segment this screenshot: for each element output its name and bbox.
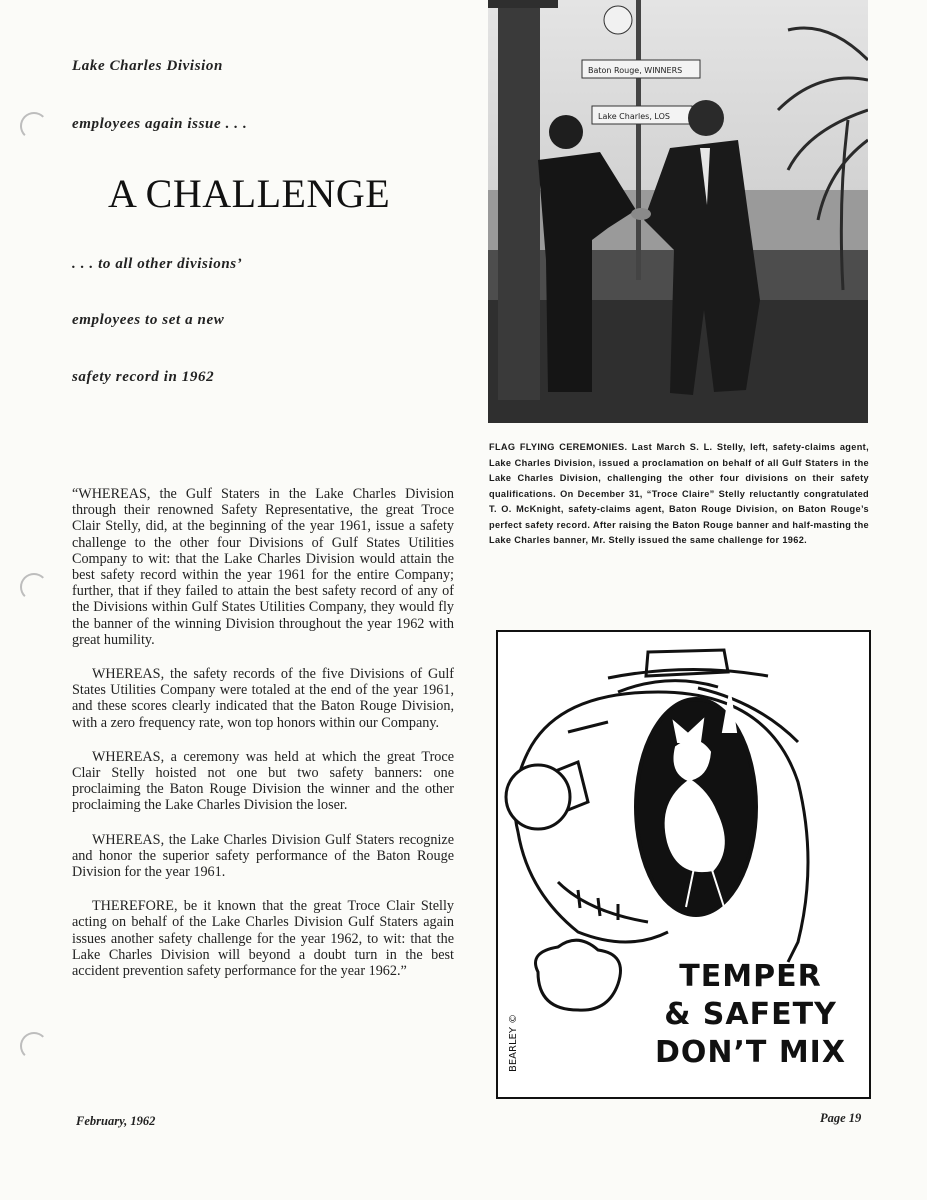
binder-hole-middle [20, 573, 48, 601]
slogan-line-1: TEMPER [679, 959, 822, 994]
cartoonist-signature: BEARLEY © [508, 1013, 519, 1072]
slogan-line-2: & SAFETY [664, 997, 837, 1032]
intro-line-2: employees again issue . . . [72, 116, 248, 132]
proclamation-paragraph: WHEREAS, the safety records of the five Divisions of Gulf States Utilities Company were totaled at the end of the year 1961, and these scores clearly indicated that the Baton Rouge Division, with a zero frequency rate, won top honors within our Company. [72, 666, 454, 731]
intro-line-1: Lake Charles Division [72, 58, 223, 74]
ceremony-photo [488, 0, 868, 423]
ceremony-photo-illustration [488, 0, 868, 423]
subintro-line-1: . . . to all other divisions’ [72, 256, 243, 272]
proclamation-body [72, 486, 454, 997]
temper-safety-cartoon [496, 630, 871, 1099]
binder-hole-bottom [20, 1032, 48, 1060]
proclamation-paragraph: WHEREAS, a ceremony was held at which the great Troce Clair Stelly hoisted not one but two safety banners: one proclaiming the Baton Rouge Division the winner and the other proclaiming the Lake Charles Division the loser. [72, 748, 454, 814]
proclamation-paragraph: WHEREAS, the Lake Charles Division Gulf Staters recognize and honor the superior safety performance of the Baton Rouge Division for the year 1961. [72, 831, 454, 881]
proclamation-paragraph: “WHEREAS, the Gulf Staters in the Lake Charles Division through their renowned Safety Representative, the great Troce Clair Stelly, did, at the beginning of the year 1961, issue a safety challenge to the other four Divisions of Gulf States Utilities Company to wit: that the Lake Charles Division would attain the best safety record within the year 1961 for the entire Company; further, that if they failed to attain the best safety record of any of the Divisions within Gulf States Utilities Company, they would fly the banner of the winning Division throughout the year 1962 with great humility. [72, 486, 454, 648]
subintro-line-2: employees to set a new [72, 312, 225, 328]
subintro-line-3: safety record in 1962 [72, 369, 215, 385]
page-number: Page 19 [820, 1111, 862, 1125]
slogan-line-3: DON’T MIX [655, 1035, 846, 1070]
proclamation-paragraph: THEREFORE, be it known that the great Troce Clair Stelly acting on behalf of the Lake Charles Division Gulf Staters again issues another safety challenge for the year 1962, to wit: that the Lake Charles Division will beyond a doubt turn in the best accident prevention safety performance for the year 1962.” [72, 898, 454, 980]
losers-sign-text: Lake Charles, LOS [598, 112, 670, 121]
photo-caption: FLAG FLYING CEREMONIES. Last March S. L. Stelly, left, safety-claims agent, Lake Charles Division, issued a proclamation on behalf of all Gulf Staters in the Lake Charles Division, challenging the other four divisions on their safety qualifications. On December 31, “Troce Claire” Stelly reluctantly congratulated T. O. McKnight, safety-claims agent, Baton Rouge Division, on Baton Rouge’s perfect safety record. After raising the Baton Rouge banner and half-masting the Lake Charles banner, Mr. Stelly issued the same challenge for 1962. [489, 442, 869, 545]
footer-date: February, 1962 [76, 1114, 156, 1128]
winners-sign-text: Baton Rouge, WINNERS [588, 66, 683, 75]
page-title: A CHALLENGE [108, 171, 391, 216]
cartoon-slogan [638, 958, 863, 1072]
binder-hole-top [20, 112, 48, 140]
